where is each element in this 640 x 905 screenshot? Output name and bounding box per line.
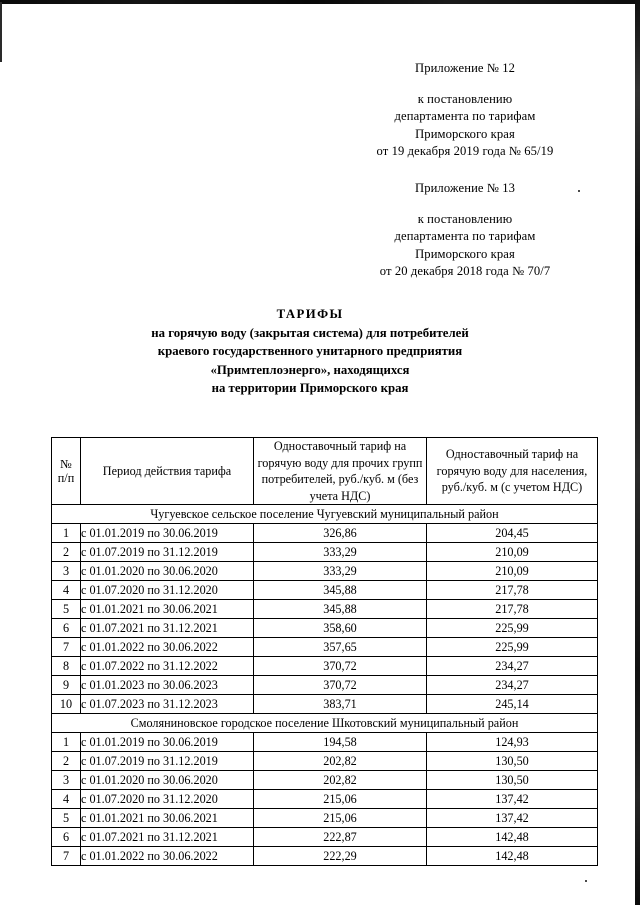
cell-population-tariff: 137,42 bbox=[427, 809, 598, 828]
appendix-12-line-1: к постановлению bbox=[417, 91, 513, 106]
cell-population-tariff: 225,99 bbox=[427, 619, 598, 638]
cell-population-tariff: 130,50 bbox=[427, 752, 598, 771]
cell-other-consumers-tariff: 333,29 bbox=[254, 543, 427, 562]
appendix-13-line-4: от 20 декабря 2018 года № 70/7 bbox=[379, 264, 551, 278]
tariff-section-title: Чугуевское сельское поселение Чугуевский муниципальный район bbox=[52, 505, 598, 524]
cell-period: с 01.07.2019 по 31.12.2019 bbox=[81, 543, 254, 562]
cell-period: с 01.01.2019 по 30.06.2019 bbox=[81, 524, 254, 543]
cell-number: 4 bbox=[52, 581, 81, 600]
tariff-table-head bbox=[52, 438, 598, 505]
tariff-table-header-row bbox=[52, 438, 598, 505]
table-row bbox=[52, 600, 598, 619]
scan-edge-right-artifact bbox=[635, 0, 640, 905]
table-row bbox=[52, 524, 598, 543]
cell-period: с 01.01.2023 по 30.06.2023 bbox=[81, 676, 254, 695]
table-row bbox=[52, 581, 598, 600]
cell-population-tariff: 210,09 bbox=[427, 562, 598, 581]
column-header-number bbox=[52, 438, 81, 505]
cell-population-tariff: 234,27 bbox=[427, 657, 598, 676]
cell-period: с 01.01.2021 по 30.06.2021 bbox=[81, 809, 254, 828]
page-title-line-4: на территории Приморского края bbox=[211, 381, 409, 395]
cell-population-tariff: 142,48 bbox=[427, 828, 598, 847]
cell-other-consumers-tariff: 358,60 bbox=[254, 619, 427, 638]
appendix-block-12 bbox=[330, 60, 600, 161]
tariff-table bbox=[51, 437, 598, 866]
cell-period: с 01.07.2021 по 31.12.2021 bbox=[81, 828, 254, 847]
cell-other-consumers-tariff: 222,29 bbox=[254, 847, 427, 866]
table-row bbox=[52, 657, 598, 676]
cell-number: 6 bbox=[52, 828, 81, 847]
appendix-12-title: Приложение № 12 bbox=[415, 61, 515, 75]
tariff-table-body bbox=[52, 505, 598, 866]
cell-population-tariff: 204,45 bbox=[427, 524, 598, 543]
cell-other-consumers-tariff: 194,58 bbox=[254, 733, 427, 752]
column-header-other-consumers: Одноставочный тариф на горячую воду для прочих групп потребителей, руб./куб. м (без учета НДС) bbox=[254, 438, 427, 505]
table-row bbox=[52, 543, 598, 562]
cell-number: 7 bbox=[52, 638, 81, 657]
cell-other-consumers-tariff: 345,88 bbox=[254, 581, 427, 600]
cell-other-consumers-tariff: 383,71 bbox=[254, 695, 427, 714]
cell-number: 3 bbox=[52, 771, 81, 790]
cell-other-consumers-tariff: 370,72 bbox=[254, 676, 427, 695]
cell-period: с 01.07.2019 по 31.12.2019 bbox=[81, 752, 254, 771]
cell-other-consumers-tariff: 326,86 bbox=[254, 524, 427, 543]
column-header-number-line2: п/п bbox=[57, 471, 75, 485]
cell-population-tariff: 217,78 bbox=[427, 600, 598, 619]
cell-other-consumers-tariff: 370,72 bbox=[254, 657, 427, 676]
table-row bbox=[52, 771, 598, 790]
cell-population-tariff: 217,78 bbox=[427, 581, 598, 600]
cell-number: 9 bbox=[52, 676, 81, 695]
table-row bbox=[52, 809, 598, 828]
cell-number: 8 bbox=[52, 657, 81, 676]
cell-other-consumers-tariff: 357,65 bbox=[254, 638, 427, 657]
cell-population-tariff: 130,50 bbox=[427, 771, 598, 790]
table-row bbox=[52, 619, 598, 638]
table-row bbox=[52, 562, 598, 581]
cell-period: с 01.01.2022 по 30.06.2022 bbox=[81, 638, 254, 657]
appendix-13-line-2: департамента по тарифам bbox=[394, 229, 536, 243]
tariff-section-header-row bbox=[52, 505, 598, 524]
page-title-line-1: на горячую воду (закрытая система) для потребителей bbox=[151, 325, 469, 340]
cell-other-consumers-tariff: 222,87 bbox=[254, 828, 427, 847]
table-row bbox=[52, 676, 598, 695]
scan-speck-artifact bbox=[585, 880, 587, 882]
cell-other-consumers-tariff: 215,06 bbox=[254, 790, 427, 809]
column-header-period: Период действия тарифа bbox=[81, 438, 254, 505]
tariff-section-title: Смоляниновское городское поселение Шкотовский муниципальный район bbox=[52, 714, 598, 733]
cell-period: с 01.01.2020 по 30.06.2020 bbox=[81, 562, 254, 581]
cell-period: с 01.07.2020 по 31.12.2020 bbox=[81, 581, 254, 600]
cell-number: 6 bbox=[52, 619, 81, 638]
cell-number: 4 bbox=[52, 790, 81, 809]
cell-number: 5 bbox=[52, 600, 81, 619]
cell-number: 5 bbox=[52, 809, 81, 828]
appendix-12-line-4: от 19 декабря 2019 года № 65/19 bbox=[376, 144, 554, 158]
cell-period: с 01.01.2019 по 30.06.2019 bbox=[81, 733, 254, 752]
tariff-section-header-row bbox=[52, 714, 598, 733]
appendix-block-13 bbox=[330, 180, 600, 281]
cell-period: с 01.01.2022 по 30.06.2022 bbox=[81, 847, 254, 866]
page-title-main: ТАРИФЫ bbox=[276, 307, 344, 321]
table-row bbox=[52, 733, 598, 752]
cell-number: 1 bbox=[52, 524, 81, 543]
cell-other-consumers-tariff: 202,82 bbox=[254, 771, 427, 790]
cell-number: 1 bbox=[52, 733, 81, 752]
cell-population-tariff: 210,09 bbox=[427, 543, 598, 562]
cell-number: 10 bbox=[52, 695, 81, 714]
cell-other-consumers-tariff: 333,29 bbox=[254, 562, 427, 581]
cell-number: 2 bbox=[52, 752, 81, 771]
cell-population-tariff: 137,42 bbox=[427, 790, 598, 809]
cell-other-consumers-tariff: 345,88 bbox=[254, 600, 427, 619]
cell-population-tariff: 225,99 bbox=[427, 638, 598, 657]
scan-edge-left-artifact bbox=[0, 2, 2, 62]
page-title bbox=[0, 305, 620, 398]
cell-other-consumers-tariff: 202,82 bbox=[254, 752, 427, 771]
table-row bbox=[52, 695, 598, 714]
appendix-13-line-3: Приморского края bbox=[415, 246, 515, 261]
table-row bbox=[52, 752, 598, 771]
cell-population-tariff: 142,48 bbox=[427, 847, 598, 866]
cell-period: с 01.01.2020 по 30.06.2020 bbox=[81, 771, 254, 790]
table-row bbox=[52, 638, 598, 657]
cell-number: 2 bbox=[52, 543, 81, 562]
cell-period: с 01.07.2022 по 31.12.2022 bbox=[81, 657, 254, 676]
table-row bbox=[52, 790, 598, 809]
cell-period: с 01.01.2021 по 30.06.2021 bbox=[81, 600, 254, 619]
page-title-line-2: краевого государственного унитарного предприятия bbox=[157, 344, 463, 358]
cell-number: 7 bbox=[52, 847, 81, 866]
cell-period: с 01.07.2020 по 31.12.2020 bbox=[81, 790, 254, 809]
table-row bbox=[52, 828, 598, 847]
cell-other-consumers-tariff: 215,06 bbox=[254, 809, 427, 828]
cell-number: 3 bbox=[52, 562, 81, 581]
appendix-12-line-2: департамента по тарифам bbox=[394, 109, 536, 123]
appendix-12-line-3: Приморского края bbox=[415, 126, 515, 141]
appendix-13-line-1: к постановлению bbox=[417, 211, 513, 226]
appendix-13-title: Приложение № 13 bbox=[415, 181, 515, 195]
table-row bbox=[52, 847, 598, 866]
cell-period: с 01.07.2023 по 31.12.2023 bbox=[81, 695, 254, 714]
cell-population-tariff: 245,14 bbox=[427, 695, 598, 714]
column-header-number-line1: № bbox=[60, 457, 72, 471]
scan-edge-top-artifact bbox=[0, 0, 640, 4]
cell-period: с 01.07.2021 по 31.12.2021 bbox=[81, 619, 254, 638]
cell-population-tariff: 124,93 bbox=[427, 733, 598, 752]
column-header-population: Одноставочный тариф на горячую воду для населения, руб./куб. м (с учетом НДС) bbox=[427, 438, 598, 505]
page-title-line-3: «Примтеплоэнерго», находящихся bbox=[210, 362, 410, 377]
cell-population-tariff: 234,27 bbox=[427, 676, 598, 695]
